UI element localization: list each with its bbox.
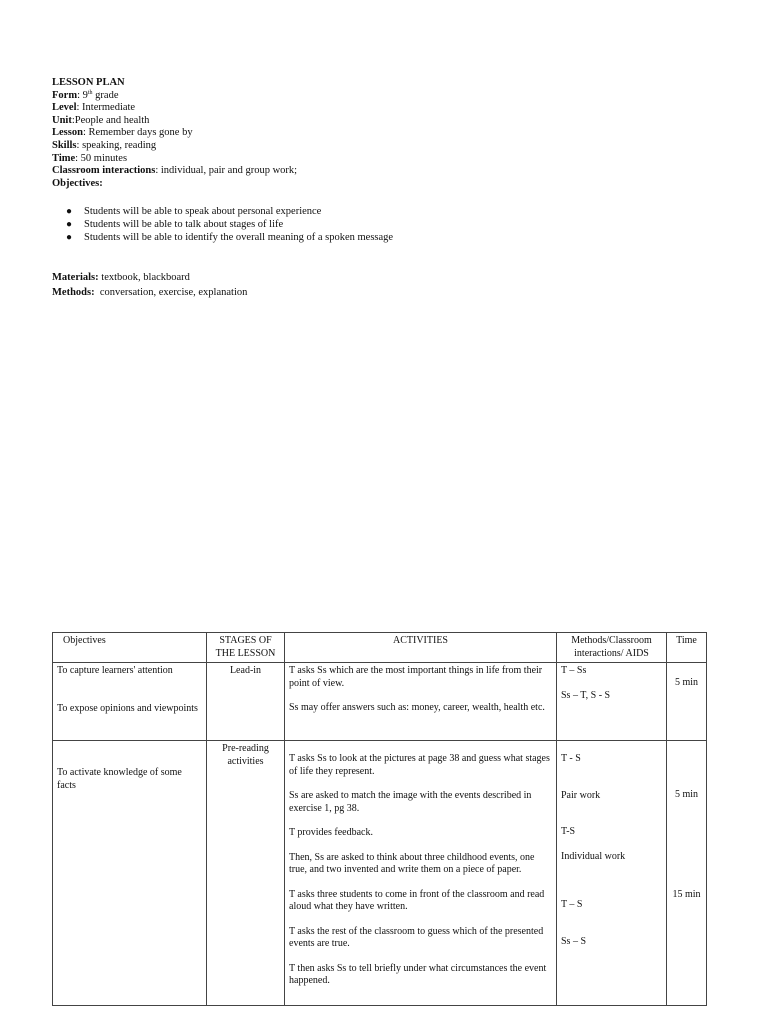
row2-method-5: T – S	[561, 899, 583, 910]
header-objectives: Objectives	[53, 633, 207, 663]
form-line: Form: 9th grade	[52, 89, 119, 101]
row2-activity-5: T asks three students to come in front of the classroom and read aloud what they have written.	[289, 888, 545, 912]
row1-method-2: Ss – T, S - S	[561, 689, 611, 701]
row2-method-4: Individual work	[561, 850, 626, 862]
row2-activity-7: T then asks Ss to tell briefly under what circumstances the event happened.	[289, 962, 547, 986]
row2-objective: To activate knowledge of some facts	[57, 767, 182, 791]
time-value: : 50 minutes	[75, 152, 128, 164]
objective-text: Students will be able to speak about personal experience	[84, 206, 322, 217]
methods-value: conversation, exercise, explanation	[94, 286, 248, 298]
skills-line	[52, 140, 297, 153]
row2-activity-1: T asks Ss to look at the pictures at page 38 and guess what stages of life they represent.	[289, 753, 550, 777]
methods-line	[52, 286, 247, 301]
row2-method-2: Pair work	[561, 789, 601, 801]
level-label: Level	[52, 102, 77, 114]
table-header-row	[53, 633, 707, 663]
objectives-list	[64, 205, 393, 245]
interactions-value: : individual, pair and group work;	[155, 165, 298, 177]
row1-activity-1: T asks Ss which are the most important things in life from their point of view.	[289, 665, 543, 689]
row2-activity-6: T asks the rest of the classroom to guess which of the presented events are true.	[289, 925, 544, 949]
methods-label: Methods:	[52, 286, 95, 298]
lesson-line	[52, 127, 297, 140]
row2-activity-3: T provides feedback.	[289, 827, 373, 838]
row2-methods-cell	[557, 741, 667, 1006]
level-value: : Intermediate	[76, 102, 136, 114]
row2-time-1: 5 min	[674, 789, 699, 800]
row1-time: 5 min	[674, 677, 699, 688]
materials-label: Materials:	[52, 272, 99, 283]
skills-value: : speaking, reading	[76, 139, 157, 151]
objective-item	[64, 205, 393, 218]
table-row	[53, 741, 707, 1006]
bullet-icon: ●	[66, 206, 73, 217]
row2-time-cell	[667, 741, 707, 1006]
form-superscript: th	[87, 89, 93, 96]
lesson-plan-header	[52, 77, 297, 190]
header-activities: ACTIVITIES	[285, 633, 557, 663]
objective-item	[64, 231, 393, 244]
materials-block	[52, 271, 247, 300]
interactions-line	[52, 165, 297, 178]
lesson-value: : Remember days gone by	[82, 127, 193, 139]
bullet-icon: ●	[66, 232, 73, 244]
objectives-heading: Objectives:	[52, 177, 103, 189]
row1-activity-2: Ss may offer answers such as: money, career, wealth, health etc.	[289, 702, 545, 713]
row2-stage-cell: Pre-reading activities	[207, 741, 285, 1006]
bullet-icon: ●	[66, 219, 73, 231]
row1-objective-2: To expose opinions and viewpoints	[57, 702, 198, 714]
materials-line	[52, 271, 247, 286]
document-title: LESSON PLAN	[52, 77, 125, 88]
header-methods: Methods/Classroom interactions/ AIDS	[557, 633, 667, 663]
row2-time-2: 15 min	[672, 888, 701, 900]
row2-objectives-cell	[53, 741, 207, 1006]
time-label: Time	[52, 152, 76, 164]
time-line	[52, 153, 297, 166]
row1-method-1: T – Ss	[561, 665, 587, 676]
row2-activity-4: Then, Ss are asked to think about three childhood events, one true, and two invented and write them on a piece of paper.	[289, 851, 535, 875]
row2-method-3: T-S	[561, 826, 576, 837]
row2-method-1: T - S	[561, 753, 581, 764]
row1-methods-cell	[557, 663, 667, 741]
objective-text: Students will be able to talk about stages of life	[84, 219, 284, 231]
header-time: Time	[667, 633, 707, 663]
objective-item	[64, 218, 393, 231]
row1-activities-cell	[285, 663, 557, 741]
row1-stage-cell: Lead-in	[207, 663, 285, 741]
row2-activity-2: Ss are asked to match the image with the events described in exercise 1, pg 38.	[289, 790, 532, 814]
form-rest: grade	[92, 89, 119, 101]
header-stages: STAGES OF THE LESSON	[207, 633, 285, 663]
materials-value: textbook, blackboard	[98, 272, 190, 283]
row2-method-6: Ss – S	[561, 935, 587, 947]
row1-objective-1: To capture learners' attention	[57, 665, 173, 676]
unit-value: :People and health	[71, 114, 150, 126]
lesson-label: Lesson	[52, 127, 83, 139]
row1-time-cell	[667, 663, 707, 741]
form-label: Form	[52, 89, 78, 101]
unit-label: Unit	[52, 114, 72, 126]
skills-label: Skills	[52, 139, 77, 151]
level-line	[52, 102, 297, 115]
lesson-plan-table	[52, 632, 707, 1006]
table-row	[53, 663, 707, 741]
row1-objectives-cell	[53, 663, 207, 741]
form-number: 9	[82, 89, 88, 101]
interactions-label: Classroom interactions	[52, 165, 156, 177]
unit-line	[52, 115, 297, 128]
row2-activities-cell	[285, 741, 557, 1006]
objective-text: Students will be able to identify the overall meaning of a spoken message	[84, 232, 394, 244]
